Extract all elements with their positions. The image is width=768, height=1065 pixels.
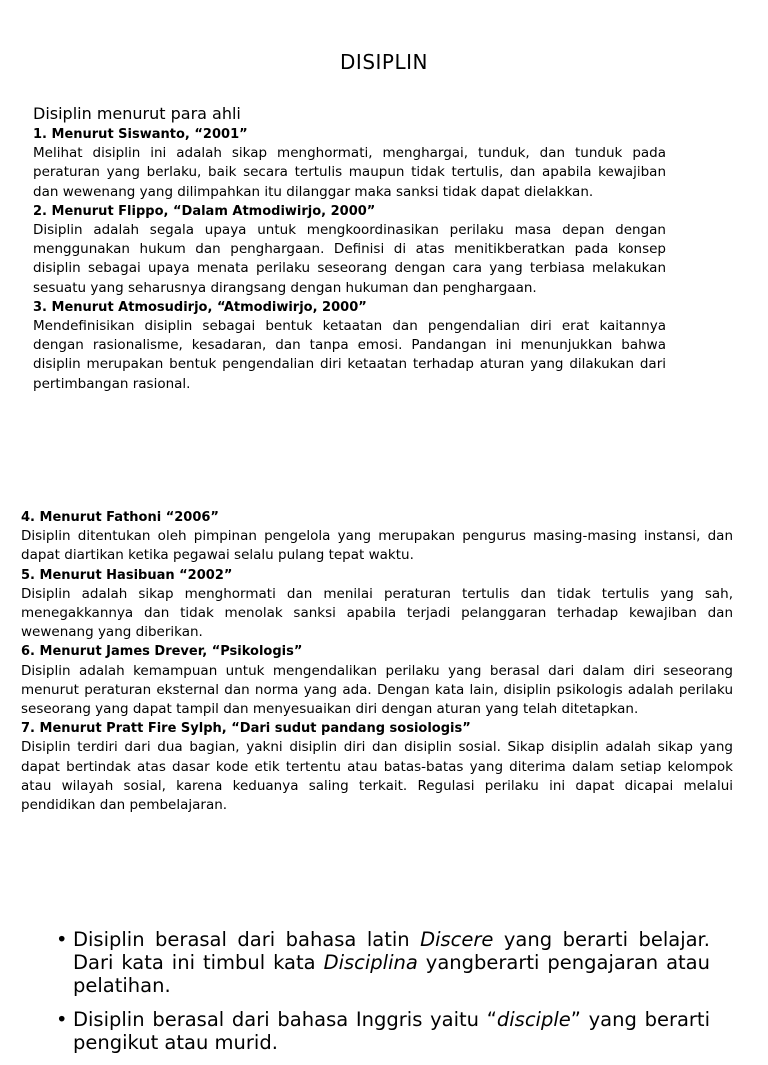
expert-heading: 7. Menurut Pratt Fire Sylph, “Dari sudut pandang sosiologis”: [21, 721, 471, 737]
etymology-bullet-list: [56, 928, 710, 1065]
expert-heading: 2. Menurut Flippo, “Dalam Atmodiwirjo, 2000”: [33, 203, 376, 219]
expert-heading: 5. Menurut Hasibuan “2002”: [21, 567, 233, 583]
expert-text: Disiplin adalah kemampuan untuk mengendalikan perilaku yang berasal dari dalam diri seseorang menurut peraturan eksternal dan norma yang ada. Dengan kata lain, disiplin psikologis adalah perilaku seseorang yang dapat tampil dan menyesuaikan diri dengan aturan yang telah ditetapkan.: [21, 662, 733, 718]
expert-item: [21, 566, 733, 643]
section-experts-2: [21, 508, 733, 815]
intro-heading: Disiplin menurut para ahli: [33, 104, 241, 123]
bullet-item: [56, 1008, 710, 1054]
bullet-term: disciple: [496, 1008, 571, 1031]
expert-heading: 3. Menurut Atmosudirjo, “Atmodiwirjo, 2000”: [33, 299, 367, 315]
expert-text: Mendefinisikan disiplin sebagai bentuk ketaatan dan pengendalian diri erat kaitannya dengan rasionalisme, kesadaran, dan tanpa emosi. Pandangan ini menunjukkan bahwa disiplin merupakan bentuk pengendalian diri ketaatan terhadap aturan yang dilakukan dari pertimbangan rasional.: [33, 318, 666, 392]
expert-item: [33, 202, 666, 298]
bullet-term: Discere: [420, 928, 494, 951]
expert-item: [21, 642, 733, 719]
bullet-text: yangberarti pengajaran atau pelatihan.: [73, 951, 710, 997]
expert-item: [21, 719, 733, 815]
expert-heading: 4. Menurut Fathoni “2006”: [21, 510, 219, 525]
expert-item: [33, 298, 666, 394]
bullet-text: ” yang berarti pengikut atau murid.: [73, 1008, 710, 1054]
bullet-item: [56, 928, 710, 997]
bullet-text: Disiplin berasal dari bahasa latin: [73, 928, 421, 951]
expert-item: [33, 125, 666, 202]
expert-text: Disiplin adalah segala upaya untuk mengkoordinasikan perilaku masa depan dengan menggunakan hukum dan penghargaan. Definisi di atas menitikberatkan pada konsep disiplin sebagai upaya menata perilaku seseorang dengan cara yang terbiasa melakukan sesuatu yang seharusnya dirangsang dengan hukuman dan penghargaan.: [33, 222, 666, 296]
page-title: DISIPLIN: [340, 50, 428, 74]
bullet-text: yang berarti belajar. Dari kata ini timbul kata: [73, 928, 710, 974]
expert-text: Disiplin terdiri dari dua bagian, yakni disiplin diri dan disiplin sosial. Sikap disiplin adalah sikap yang dapat bertindak atas dasar kode etik tertentu atau batas-batas yang diterima dalam setiap kelompok atau wilayah sosial, karena keduanya saling terkait. Regulasi perilaku ini dapat dicapai melalui pendidikan dan pembelajaran.: [21, 739, 733, 814]
bullet-dot: •: [56, 928, 68, 951]
section-experts-1: [33, 104, 666, 394]
bullet-text: Disiplin berasal dari bahasa Inggris yaitu “: [73, 1008, 497, 1031]
expert-heading: 6. Menurut James Drever, “Psikologis”: [21, 644, 303, 660]
bullet-term: Disciplina: [323, 951, 418, 974]
expert-heading: 1. Menurut Siswanto, “2001”: [33, 127, 248, 142]
expert-item: [21, 508, 733, 566]
expert-text: Disiplin adalah sikap menghormati dan menilai peraturan tertulis dan tidak tertulis yang sah, menegakkannya dan tidak menolak sanksi apabila terjadi pelanggaran terhadap kewajiban dan wewenang yang diberikan.: [21, 585, 733, 641]
expert-text: Disiplin ditentukan oleh pimpinan pengelola yang merupakan pengurus masing-masing instansi, dan dapat diartikan ketika pegawai selalu pulang tepat waktu.: [21, 528, 733, 564]
bullet-dot: •: [56, 1008, 68, 1031]
expert-text: Melihat disiplin ini adalah sikap menghormati, menghargai, tunduk, dan tunduk pada peraturan yang berlaku, baik secara tertulis maupun tidak tertulis, dan apabila kewajiban dan wewenang yang dilimpahkan itu dilanggar maka sanksi tidak dapat dielakkan.: [33, 145, 666, 200]
